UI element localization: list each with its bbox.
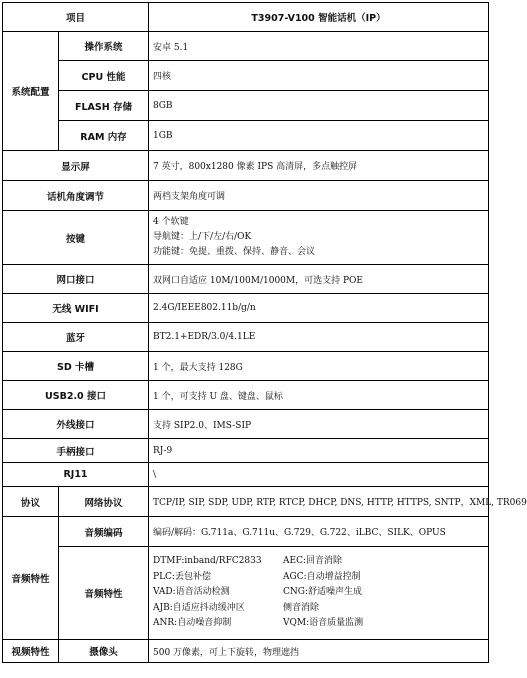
row-value: 8GB <box>149 91 489 121</box>
table-row <box>3 91 489 121</box>
table-row <box>3 517 489 547</box>
table-row <box>3 323 489 352</box>
row-value: 四核 <box>149 61 489 91</box>
audio-feature: PLC:丢包补偿 <box>153 571 211 582</box>
row-label: 音频特性 <box>59 547 149 640</box>
table-row <box>3 381 489 410</box>
row-value: RJ-9 <box>149 439 489 463</box>
row-value: 1GB <box>149 121 489 151</box>
row-label: 音频编码 <box>59 517 149 547</box>
header-row <box>3 3 489 32</box>
row-value: 2.4G/IEEE802.11b/g/n <box>149 294 489 323</box>
row-label: 无线 WIFI <box>3 294 149 323</box>
row-label: 话机角度调节 <box>3 181 149 211</box>
keys-line: 功能键：免提、重拨、保持、静音、会议 <box>153 247 316 257</box>
row-value: 1 个，最大支持 128G <box>149 352 489 381</box>
group-protocol: 协议 <box>3 487 59 517</box>
table-row <box>3 547 489 640</box>
audio-feature: AJB:自适应抖动缓冲区 <box>153 602 245 613</box>
row-value: \ <box>149 463 489 487</box>
audio-feature: VAD:语音活动检测 <box>153 587 230 598</box>
spec-table <box>2 2 527 663</box>
group-system: 系统配置 <box>3 32 59 151</box>
row-value: 500 万像素，可上下旋转，物理遮挡 <box>149 640 489 663</box>
audio-feature: CNG:舒适噪声生成 <box>283 587 362 598</box>
row-label: 网口接口 <box>3 265 149 294</box>
table-row <box>3 32 489 61</box>
row-value: TCP/IP, SIP, SDP, UDP, RTP, RTCP, DHCP, DNS, HTTP, HTTPS, SNTP，XML, TR069 <box>149 487 489 517</box>
row-value: 支持 SIP2.0、IMS-SIP <box>149 410 489 439</box>
row-value: BT2.1+EDR/3.0/4.1LE <box>149 323 489 352</box>
group-video: 视频特性 <box>3 640 59 663</box>
table-row <box>3 181 489 211</box>
row-value: 编码/解码：G.711a、G.711u、G.729、G.722、iLBC、SILK、OPUS <box>149 517 489 547</box>
row-label: 手柄接口 <box>3 439 149 463</box>
table-row <box>3 294 489 323</box>
table-row <box>3 463 489 487</box>
row-label: 摄像头 <box>59 640 149 663</box>
row-label: 显示屏 <box>3 151 149 181</box>
row-label: FLASH 存储 <box>59 91 149 121</box>
audio-feature-grid <box>153 554 484 631</box>
row-label: 网络协议 <box>59 487 149 517</box>
audio-feature: DTMF:inband/RFC2833 <box>153 556 262 567</box>
row-value <box>149 211 489 265</box>
row-label: SD 卡槽 <box>3 352 149 381</box>
table-row <box>3 121 489 151</box>
spec-sheet <box>2 2 527 663</box>
row-label: RAM 内存 <box>59 121 149 151</box>
row-label: 按键 <box>3 211 149 265</box>
table-row <box>3 640 489 663</box>
row-label: CPU 性能 <box>59 61 149 91</box>
row-label: 外线接口 <box>3 410 149 439</box>
audio-feature: 侧音消除 <box>283 602 320 613</box>
header-product: T3907-V100 智能话机（IP） <box>149 3 489 32</box>
row-label: RJ11 <box>3 463 149 487</box>
table-row <box>3 61 489 91</box>
audio-feature: AGC:自动增益控制 <box>283 571 361 582</box>
table-row <box>3 352 489 381</box>
row-value: 两档支架角度可调 <box>149 181 489 211</box>
audio-feature: AEC:回音消除 <box>283 556 343 567</box>
row-value: 1 个，可支持 U 盘、键盘、鼠标 <box>149 381 489 410</box>
table-row <box>3 265 489 294</box>
audio-features <box>149 547 489 640</box>
header-item: 项目 <box>3 3 149 32</box>
row-label: 操作系统 <box>59 32 149 61</box>
group-audio: 音频特性 <box>3 517 59 640</box>
row-label: 蓝牙 <box>3 323 149 352</box>
row-value: 双网口自适应 10M/100M/1000M，可选支持 POE <box>149 265 489 294</box>
audio-feature: VQM:语音质量监测 <box>283 618 364 629</box>
row-value: 7 英寸，800x1280 像素 IPS 高清屏，多点触控屏 <box>149 151 489 181</box>
table-row <box>3 487 489 517</box>
row-label: USB2.0 接口 <box>3 381 149 410</box>
keys-line: 导航键：上/下/左/右/OK <box>153 232 252 242</box>
table-row <box>3 151 489 181</box>
table-row <box>3 211 489 265</box>
table-row <box>3 439 489 463</box>
keys-line: 4 个软键 <box>153 217 189 227</box>
row-value: 安卓 5.1 <box>149 32 489 61</box>
audio-feature: ANR:自动噪音抑制 <box>153 618 232 629</box>
table-row <box>3 410 489 439</box>
